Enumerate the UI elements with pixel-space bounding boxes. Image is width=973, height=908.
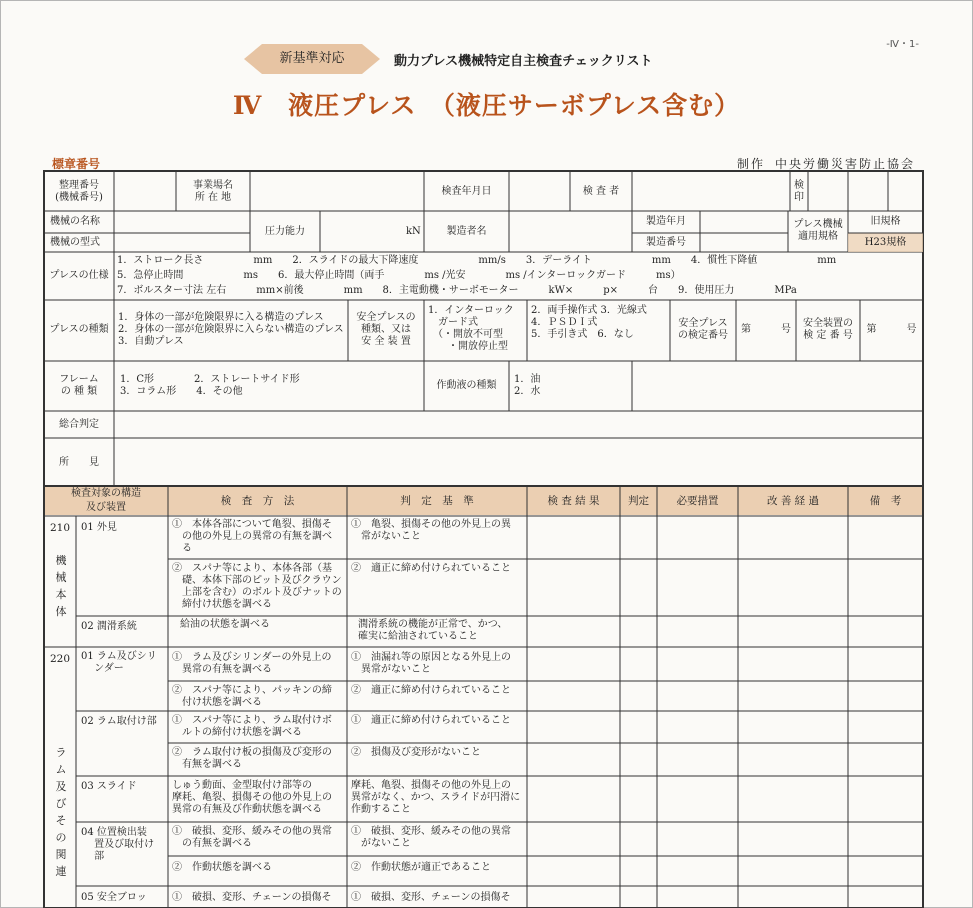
criteria-cell: ② 適正に締め付けられていること — [351, 685, 511, 696]
safety-device-no-label: 安全装置の 検 定 番 号 — [803, 318, 853, 341]
frame-label: フレーム の 種 類 — [59, 374, 99, 397]
method-cell: ① 破損、変形、緩みその他の異常 の有無を調べる — [172, 826, 332, 849]
spec-line-3: 7．ボルスター寸法 左右 mm×前後 mm 8．主電動機・サーボモーター kW× p× 台 9．使用圧力 MPa — [117, 285, 797, 296]
item-label: 03 スライド — [81, 781, 137, 792]
fluid-options: 1．油 2．水 — [514, 374, 541, 397]
col-action: 必要措置 — [676, 495, 719, 507]
criteria-cell: ② 損傷及び変形がないこと — [351, 747, 481, 758]
page-title: Ⅳ 液圧プレス （液圧サーボプレス含む） — [232, 91, 741, 120]
criteria-cell: ① 破損、変形、緩みその他の異常 がないこと — [351, 826, 511, 849]
criteria-cell: ② 作動状態が適正であること — [351, 862, 491, 873]
section-code-220: 220 — [50, 653, 71, 665]
capacity-label: 圧力能力 — [265, 226, 305, 237]
criteria-cell: ① 破損、変形、チェーンの損傷そ — [351, 892, 511, 903]
producer-name: 中央労働災害防止協会 — [774, 157, 915, 171]
col-progress: 改 善 経 過 — [766, 495, 819, 507]
frame-options: 1．C形 2．ストレートサイド形 3．コラム形 4．その他 — [120, 374, 300, 397]
col-method: 検 査 方 法 — [220, 495, 295, 507]
maker-label: 製造者名 — [446, 226, 487, 237]
new-standard-badge: 新基準対応 — [279, 51, 345, 66]
safety-press-no-label: 安全プレス の検定番号 — [678, 318, 728, 341]
type-label: プレスの種類 — [49, 324, 109, 335]
h23-standard-option[interactable]: H23規格 — [864, 237, 907, 248]
safety-option-interlock: 1．インターロック ガード式 （・開放不可型 ・開放停止型 — [428, 305, 514, 352]
spec-label: プレスの仕様 — [49, 270, 109, 281]
item-label: 01 外見 — [81, 522, 117, 533]
method-cell: ② ラム取付け板の損傷及び変形の 有無を調べる — [172, 747, 332, 770]
section-code-210: 210 — [50, 522, 71, 534]
type-options: 1．身体の一部が危険限界に入る構造のプレス 2．身体の一部が危険限界に入らない構造のプレス 3．自動プレス — [118, 312, 344, 347]
inspector-label: 検 査 者 — [582, 186, 620, 197]
method-cell: ① ラム及びシリンダーの外見上の 異常の有無を調べる — [172, 652, 332, 675]
safety-label: 安全プレスの 種類、又は 安 全 装 置 — [356, 312, 416, 347]
mfg-date-label: 製造年月 — [646, 216, 686, 227]
standard-number-label: 標章番号 — [52, 157, 101, 171]
item-label: 02 潤滑系統 — [81, 621, 137, 632]
page-number: -Ⅳ・1- — [886, 39, 919, 50]
criteria-cell: ① 適正に締め付けられていること — [351, 715, 511, 726]
safety-press-no: 第 号 — [741, 324, 791, 335]
spec-line-1: 1．ストローク長さ mm 2．スライドの最大下降速度 mm/s 3．デーライト mm 4．慣性下降値 mm — [117, 255, 837, 266]
col-criteria: 判 定 基 準 — [400, 495, 474, 507]
standard-label: プレス機械 適用規格 — [793, 219, 843, 242]
col-target: 検査対象の構造 及び装置 — [71, 488, 141, 513]
jigyojo-label: 事業場名 所 在 地 — [193, 180, 233, 203]
capacity-unit: kN — [406, 226, 421, 237]
seiri-label: 整理番号 (機械番号) — [55, 180, 103, 203]
safety-option-others: 2．両手操作式 3．光線式 4．ＰＳＤＩ式 5．手引き式 6．なし — [531, 305, 647, 340]
criteria-cell: 摩耗、亀裂、損傷その他の外見上の 異常がなく、かつ、スライドが円滑に 作動すること — [351, 780, 521, 815]
criteria-cell: ② 適正に締め付けられていること — [351, 563, 511, 574]
old-standard-option[interactable]: 旧規格 — [870, 216, 901, 227]
method-cell: ① スパナ等により、ラム取付けボ ルトの締付け状態を調べる — [172, 715, 332, 738]
item-label: 05 安全ブロッ — [81, 892, 147, 903]
method-cell: しゅう動面、金型取付け部等の 摩耗、亀裂、損傷その他の外見上の 異常の有無及び作動状態を調べる — [172, 780, 332, 815]
col-judge: 判定 — [628, 495, 649, 507]
method-cell: ② スパナ等により、パッキンの締 付け状態を調べる — [172, 685, 332, 708]
fluid-label: 作動液の種類 — [436, 380, 497, 391]
item-label: 01 ラム及びシリ ンダー — [81, 651, 157, 674]
overall-label: 総合判定 — [59, 419, 99, 430]
machine-name-label: 機械の名称 — [50, 216, 100, 227]
safety-device-no: 第 号 — [866, 324, 917, 335]
checklist-subtitle: 動力プレス機械特定自主検査チェックリスト — [394, 54, 653, 69]
criteria-cell: ① 亀裂、損傷その他の外見上の異 常がないこと — [351, 519, 511, 542]
method-cell: ② スパナ等により、本体各部（基 礎、本体下部のピット及びクラウン 上部を含む）のボルト及びナットの 締付け状態を調べる — [172, 563, 342, 610]
producer-label: 制作 — [736, 157, 765, 171]
spec-line-2: 5．急停止時間 ms 6．最大停止時間（両手 ms /光安 ms /インターロックガード ms） — [117, 270, 681, 281]
col-result: 検 査 結 果 — [547, 495, 600, 507]
section-name-210: 機械本体 — [55, 554, 67, 618]
remarks-label: 所 見 — [59, 457, 99, 468]
method-cell: ① 破損、変形、チェーンの損傷そ — [172, 892, 332, 903]
col-notes: 備 考 — [869, 495, 902, 507]
method-cell: ② 作動状態を調べる — [172, 862, 272, 873]
criteria-cell: 潤滑系統の機能が正常で、かつ、 確実に給油されていること — [358, 619, 508, 642]
inspect-date-label: 検査年月日 — [441, 186, 492, 197]
serial-label: 製造番号 — [646, 237, 686, 248]
method-cell: ① 本体各部について亀裂、損傷そ の他の外見上の異常の有無を調べ る — [172, 519, 332, 554]
criteria-cell: ① 油漏れ等の原因となる外見上の 異常がないこと — [351, 652, 511, 675]
method-cell: 給油の状態を調べる — [180, 619, 270, 630]
item-label: 02 ラム取付け部 — [81, 716, 157, 727]
kenin-label: 検 印 — [794, 180, 804, 203]
item-label: 04 位置検出装 置及び取付け 部 — [81, 827, 155, 862]
section-name-220: ラム及びその関連 — [55, 746, 67, 878]
machine-model-label: 機械の型式 — [50, 237, 100, 248]
